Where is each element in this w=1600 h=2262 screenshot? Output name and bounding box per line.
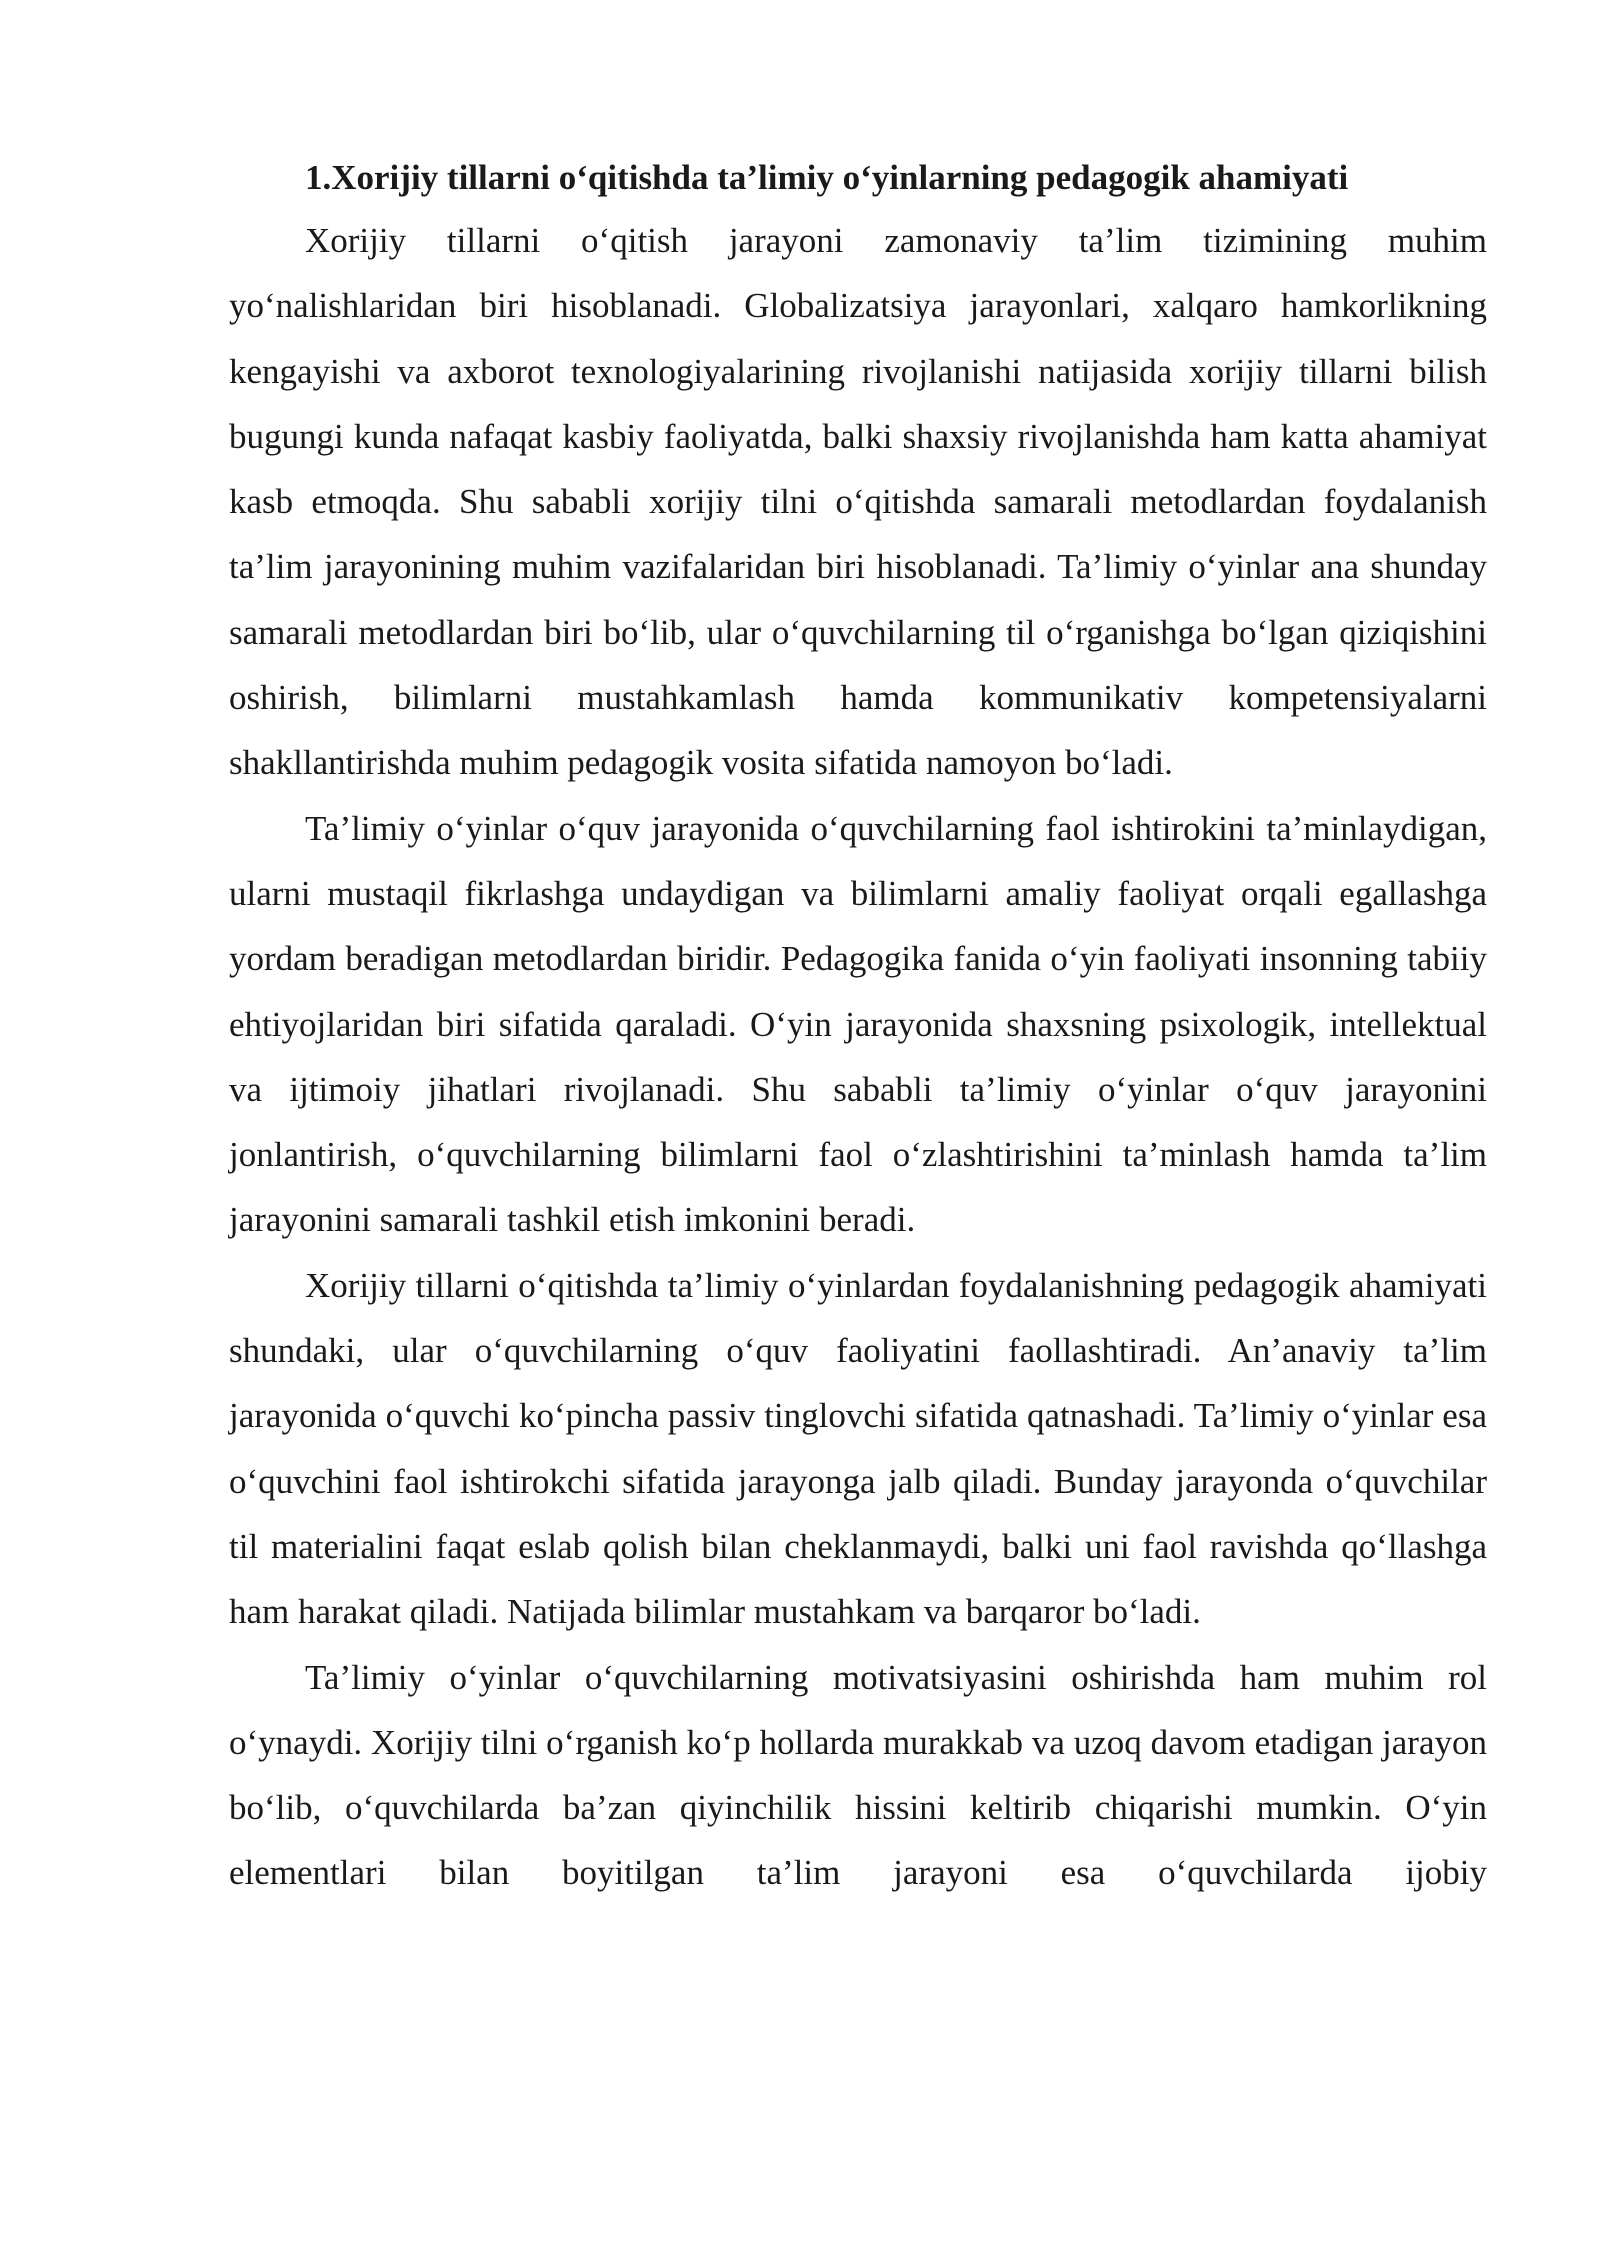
paragraph-2: Ta’limiy o‘yinlar o‘quv jarayonida o‘quvchilarning faol ishtirokini ta’minlaydigan, ularni mustaqil fikrlashga undaydigan va bilimlarni amaliy faoliyat orqali egallashga yordam beradigan metodlardan biridir. Pedagogika fanida o‘yin faoliyati insonning tabiiy ehtiyojlaridan biri sifatida qaraladi. O‘yin jarayonida shaxsning psixologik, intellektual va ijtimoiy jihatlari rivojlanadi. Shu sababli ta’limiy o‘yinlar o‘quv jarayonini jonlantirish, o‘quvchilarning bilimlarni faol o‘zlashtirishini ta’minlash hamda ta’lim jarayonini samarali tashkil etish imkonini beradi. <box>229 808 1487 1240</box>
section-heading: 1.Xorijiy tillarni o‘qitishda ta’limiy o‘yinlarning pedagogik ahamiyati <box>305 158 1349 197</box>
document-page <box>229 148 1487 1906</box>
paragraph-3: Xorijiy tillarni o‘qitishda ta’limiy o‘yinlardan foydalanishning pedagogik ahamiyati shundaki, ular o‘quvchilarning o‘quv faoliyatini faollashtiradi. An’anaviy ta’lim jarayonida o‘quvchi ko‘pincha passiv tinglovchi sifatida qatnashadi. Ta’limiy o‘yinlar esa o‘quvchini faol ishtirokchi sifatida jarayonga jalb qiladi. Bunday jarayonda o‘quvchilar til materialini faqat eslab qolish bilan cheklanmaydi, balki uni faol ravishda qo‘llashga ham harakat qiladi. Natijada bilimlar mustahkam va barqaror bo‘ladi. <box>229 1265 1487 1632</box>
paragraph-1: Xorijiy tillarni o‘qitish jarayoni zamonaviy ta’lim tizimining muhim yo‘nalishlaridan biri hisoblanadi. Globalizatsiya jarayonlari, xalqaro hamkorlikning kengayishi va axborot texnologiyalarining rivojlanishi natijasida xorijiy tillarni bilish bugungi kunda nafaqat kasbiy faoliyatda, balki shaxsiy rivojlanishda ham katta ahamiyat kasb etmoqda. Shu sababli xorijiy tilni o‘qitishda samarali metodlardan foydalanish ta’lim jarayonining muhim vazifalaridan biri hisoblanadi. Ta’limiy o‘yinlar ana shunday samarali metodlardan biri bo‘lib, ular o‘quvchilarning til o‘rganishga bo‘lgan qiziqishini oshirish, bilimlarni mustahkamlash hamda kommunikativ kompetensiyalarni shakllantirishda muhim pedagogik vosita sifatida namoyon bo‘ladi. <box>229 221 1487 783</box>
paragraph-4: Ta’limiy o‘yinlar o‘quvchilarning motivatsiyasini oshirishda ham muhim rol o‘ynaydi. Xorijiy tilni o‘rganish ko‘p hollarda murakkab va uzoq davom etadigan jarayon bo‘lib, o‘quvchilarda ba’zan qiyinchilik hissini keltirib chiqarishi mumkin. O‘yin elementlari bilan boyitilgan ta’lim jarayoni esa o‘quvchilarda ijobiy <box>229 1657 1487 1893</box>
